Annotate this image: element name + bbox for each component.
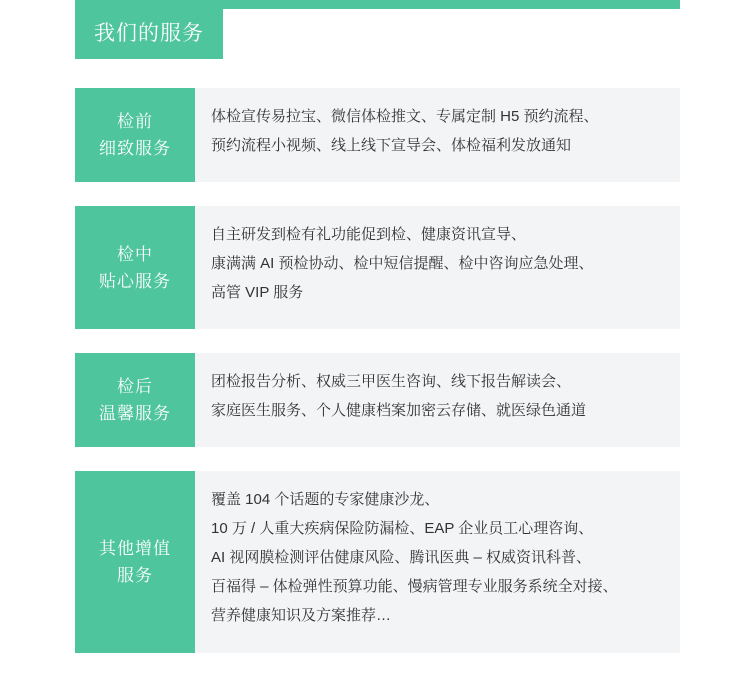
service-card <box>75 206 680 329</box>
service-card-label-line1: 检中 <box>117 244 153 264</box>
service-card-label <box>75 206 195 329</box>
service-card-label-line1: 检后 <box>117 377 153 396</box>
service-card-label-line2: 贴心服务 <box>99 271 171 291</box>
service-card-line: 覆盖 104 个话题的专家健康沙龙、 <box>211 491 440 508</box>
service-card-line: 团检报告分析、权威三甲医生咨询、线下报告解读会、 <box>211 373 572 390</box>
service-card-line: 高管 VIP 服务 <box>211 284 304 301</box>
service-card-line: AI 视网膜检测评估健康风险、腾讯医典 – 权威资讯科普、 <box>211 549 592 566</box>
service-card-label-line1: 检前 <box>117 112 153 131</box>
service-card <box>75 353 680 447</box>
top-accent-strip <box>75 0 680 9</box>
page-title: 我们的服务 <box>94 22 204 45</box>
service-card-label <box>75 471 195 653</box>
service-card-line: 自主研发到检有礼功能促到检、健康资讯宣导、 <box>211 226 527 243</box>
service-card-body <box>195 471 680 653</box>
service-card-body <box>195 88 680 182</box>
service-card-body <box>195 353 680 447</box>
service-card <box>75 88 680 182</box>
service-card-label-line2: 服务 <box>117 566 153 585</box>
service-card-line: 百福得 – 体检弹性预算功能、慢病管理专业服务系统全对接、 <box>211 578 618 595</box>
service-card-label-line2: 细致服务 <box>99 139 171 158</box>
service-card-line: 预约流程小视频、线上线下宣导会、体检福利发放通知 <box>211 137 572 154</box>
service-card <box>75 471 680 653</box>
service-card-label <box>75 353 195 447</box>
section-title-tab <box>75 9 223 59</box>
service-card-line: 康满满 AI 预检协动、检中短信提醒、检中咨询应急处理、 <box>211 255 594 272</box>
service-card-label-line2: 温馨服务 <box>99 404 171 423</box>
service-card-line: 家庭医生服务、个人健康档案加密云存储、就医绿色通道 <box>211 402 587 419</box>
service-card-label-line1: 其他增值 <box>99 539 171 558</box>
service-card-body <box>195 206 680 329</box>
service-card-line: 体检宣传易拉宝、微信体检推文、专属定制 H5 预约流程、 <box>211 108 599 125</box>
service-card-line: 10 万 / 人重大疾病保险防漏检、EAP 企业员工心理咨询、 <box>211 520 594 537</box>
service-card-label <box>75 88 195 182</box>
service-card-line: 营养健康知识及方案推荐… <box>211 607 392 624</box>
service-card-list <box>75 88 680 677</box>
